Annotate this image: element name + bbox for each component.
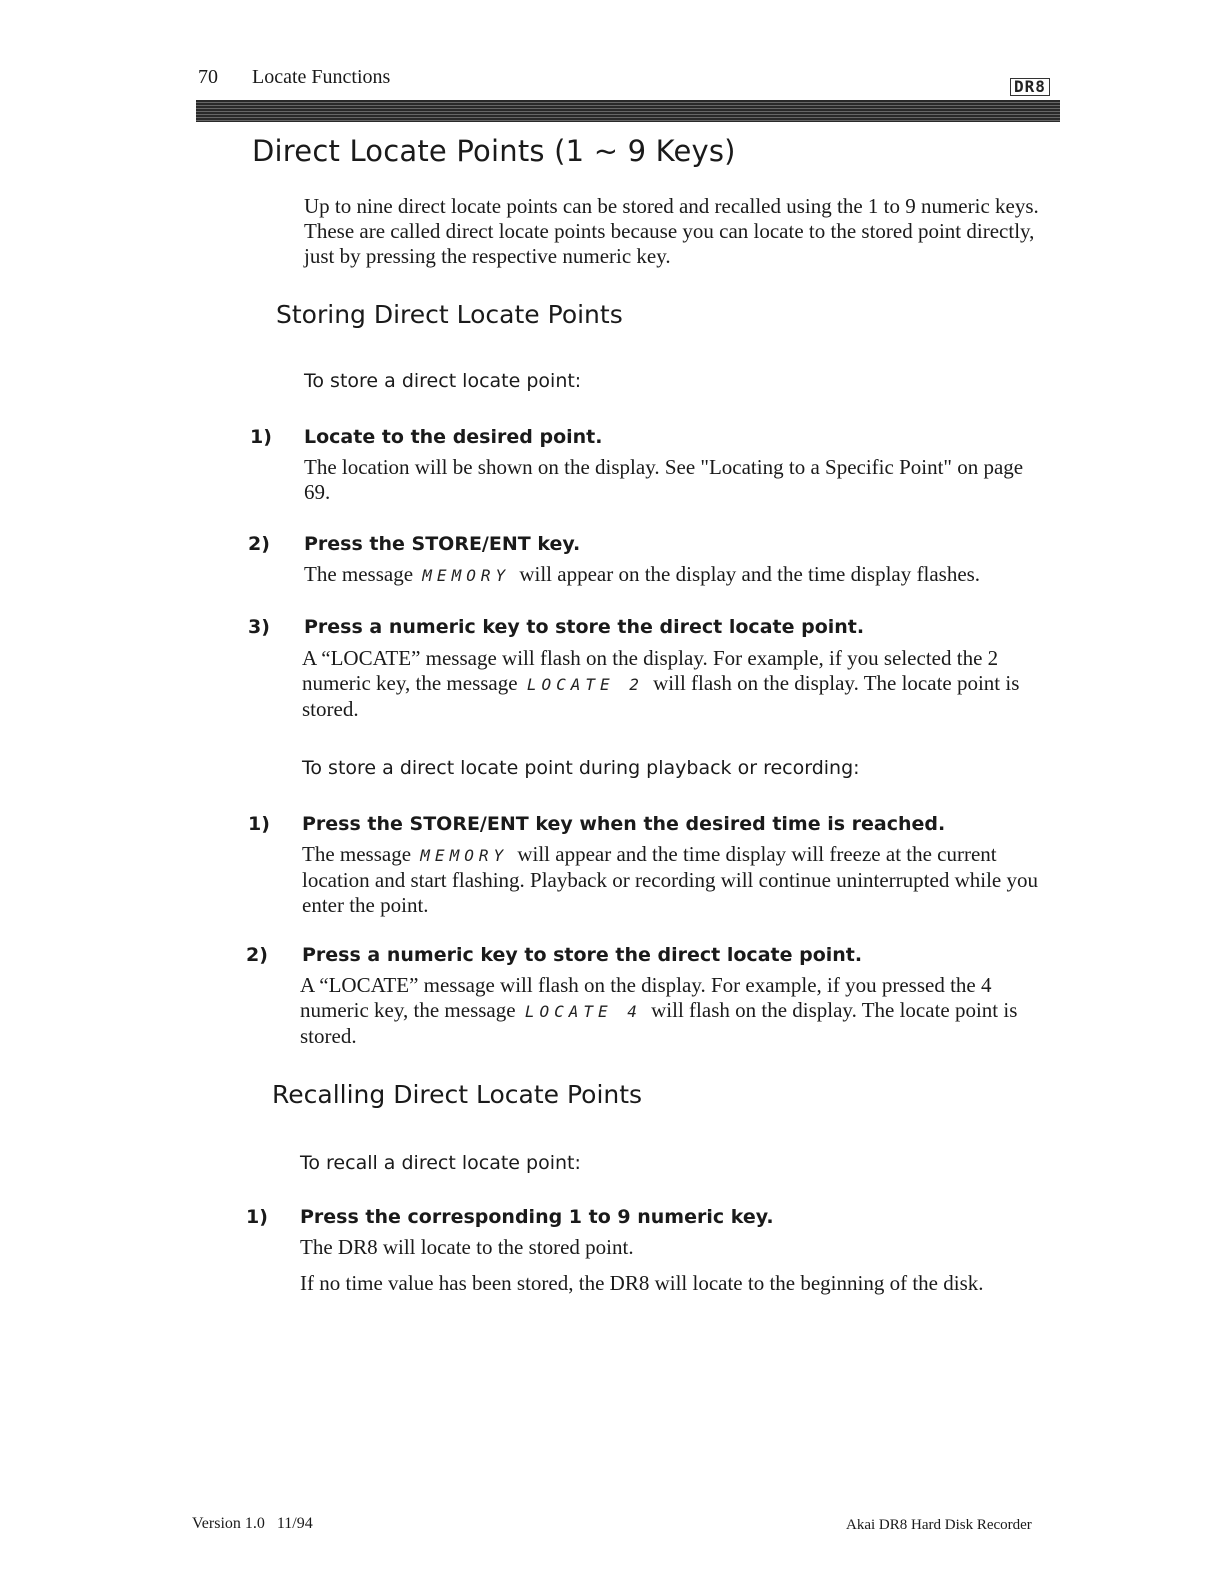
section-heading-storing: Storing Direct Locate Points — [276, 300, 623, 329]
lcd-message: LOCATE 2 — [526, 675, 644, 694]
body-text: will flash on the display. The locate point is stored. — [302, 671, 1020, 721]
step-title: Press a numeric key to store the direct locate point. — [302, 944, 863, 966]
step-title: Locate to the desired point. — [304, 426, 603, 448]
footer-version: Version 1.0 11/94 — [192, 1515, 313, 1532]
procedure-heading-recall: To recall a direct locate point: — [300, 1152, 581, 1174]
step-number: 1) — [250, 426, 272, 448]
body-text: will appear and the time display will freeze at the current location and start flashing. Playback or recording will continue uninterrupted while you enter the point. — [302, 842, 1038, 917]
step-number: 3) — [248, 616, 270, 638]
step-body — [304, 562, 1044, 588]
step-body — [302, 842, 1054, 918]
step-title: Press the corresponding 1 to 9 numeric key. — [300, 1206, 774, 1228]
page-title: Direct Locate Points (1 ~ 9 Keys) — [252, 134, 736, 168]
section-title: Locate Functions — [252, 66, 391, 88]
body-text: The message — [302, 842, 412, 866]
header-rule — [196, 100, 1060, 122]
step-title: Press the STORE/ENT key. — [304, 533, 581, 555]
step-body — [300, 973, 1052, 1049]
step-body: The location will be shown on the display. See "Locating to a Specific Point" on page 69. — [304, 455, 1024, 504]
step-body — [302, 646, 1050, 722]
body-text: A “LOCATE” message will flash on the display. For example, if you pressed the 4 numeric key, the message — [300, 973, 992, 1022]
dr8-logo: DR8 — [1010, 78, 1050, 96]
step-body: The DR8 will locate to the stored point. — [300, 1235, 634, 1259]
body-text: will appear on the display and the time display flashes. — [519, 562, 981, 586]
page-number: 70 — [198, 66, 218, 88]
step-title: Press a numeric key to store the direct locate point. — [304, 616, 865, 638]
intro-paragraph: Up to nine direct locate points can be stored and recalled using the 1 to 9 numeric keys. These are called direct locate points because you can locate to the stored point directly, just by pressing the respective numeric key. — [304, 194, 1039, 268]
step-number: 2) — [246, 944, 268, 966]
body-text: will flash on the display. The locate point is stored. — [300, 998, 1018, 1048]
procedure-heading-store: To store a direct locate point: — [304, 370, 582, 392]
procedure-heading-store-playback: To store a direct locate point during playback or recording: — [302, 757, 860, 779]
step-title: Press the STORE/ENT key when the desired time is reached. — [302, 813, 946, 835]
step-note: If no time value has been stored, the DR8 will locate to the beginning of the disk. — [300, 1271, 984, 1295]
step-number: 1) — [246, 1206, 268, 1228]
step-number: 2) — [248, 533, 270, 555]
footer-product: Akai DR8 Hard Disk Recorder — [846, 1517, 1032, 1533]
section-heading-recalling: Recalling Direct Locate Points — [272, 1080, 643, 1109]
body-text: A “LOCATE” message will flash on the display. For example, if you selected the 2 numeric key, the message — [302, 646, 999, 695]
lcd-message: MEMORY — [420, 846, 509, 865]
lcd-message: LOCATE 4 — [524, 1002, 642, 1021]
body-text: The message — [304, 562, 414, 586]
lcd-message: MEMORY — [422, 566, 511, 585]
step-number: 1) — [248, 813, 270, 835]
